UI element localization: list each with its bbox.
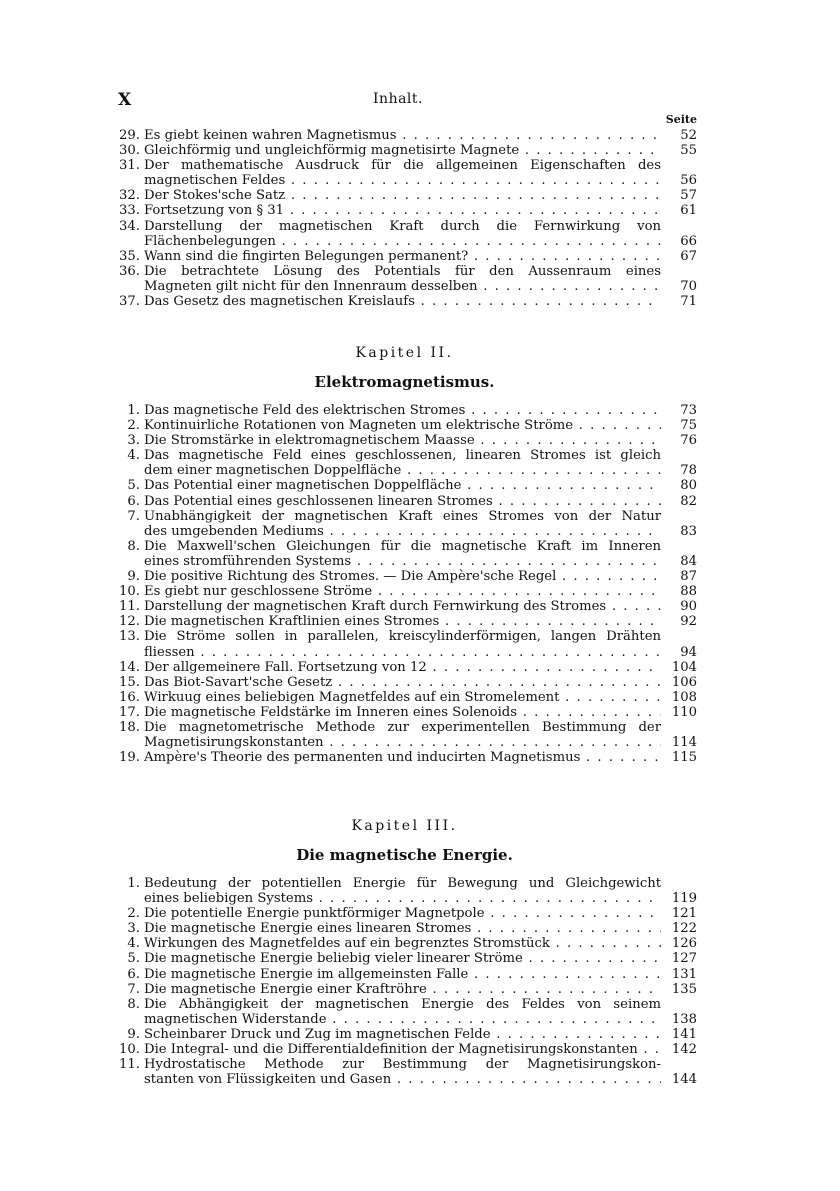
page-header [118, 90, 678, 110]
toc-entry-number: 12. [119, 614, 140, 630]
toc-entry [112, 188, 697, 203]
toc-entry-page: 110 [671, 704, 697, 720]
toc-entry-title: Der allgemeinere Fall. Fortsetzung von 12 . . . [144, 660, 661, 675]
toc-entry-title: Darstellung der magnetischen Kraft durch Fernwirkung des Stromes . . . [144, 599, 661, 614]
toc-entry-title: Unabhängigkeit der magnetischen Kraft eines Stromes von der Natur [144, 508, 661, 524]
toc-entry-number: 29. [119, 128, 140, 143]
toc-entry-number: 9. [127, 569, 140, 585]
toc-entry-page: 61 [680, 203, 697, 219]
toc-entry [112, 660, 697, 675]
toc-entry [112, 906, 697, 921]
toc-entry [112, 951, 697, 966]
toc-entry-number: 2. [127, 418, 140, 434]
toc-entry-line [112, 188, 697, 203]
toc-entry-line [112, 951, 697, 966]
toc-entry-page: 104 [671, 659, 697, 675]
toc-entry-title: Die magnetische Energie eines linearen Stromes . . . [144, 921, 661, 936]
toc-entry-line [112, 509, 697, 524]
toc-entry-line [112, 448, 697, 463]
toc-entry-page: 92 [680, 614, 697, 630]
toc-entry-line [112, 1057, 697, 1072]
toc-entry-title: Wirkungen des Magnetfeldes auf ein begrenztes Stromstück . . . [144, 936, 661, 951]
toc-entry-title: Kontinuirliche Rotationen von Magneten um elektrische Ströme . . . [144, 418, 661, 433]
toc-entry [112, 967, 697, 982]
toc-entry-line [112, 249, 697, 264]
toc-entry-title: Die magnetischen Kraftlinien eines Stromes . . . [144, 614, 661, 629]
toc-entry-line [112, 906, 697, 921]
toc-entry-page: 84 [680, 553, 697, 569]
toc-entry-number: 1. [127, 876, 140, 891]
toc-entry-number: 36. [119, 263, 140, 279]
toc-entry-number: 10. [119, 584, 140, 600]
toc-entry-line [112, 219, 697, 234]
toc-entry-title: Der Stokes'sche Satz . . . [144, 188, 661, 203]
toc-entry-title: Das magnetische Feld des elektrischen Stromes . . . [144, 403, 661, 418]
toc-entry-page: 76 [680, 433, 697, 449]
toc-entry [112, 1057, 697, 1087]
toc-entry-line [112, 1072, 697, 1087]
toc-entry [112, 584, 697, 599]
toc-entry-number: 17. [119, 704, 140, 720]
toc-entry [112, 997, 697, 1027]
toc-entry-number: 9. [127, 1026, 140, 1042]
toc-entry-page: 66 [680, 233, 697, 249]
toc-entry-title: Die magnetische Energie beliebig vieler linearer Ströme . . . [144, 951, 661, 966]
toc-entry-page: 142 [671, 1042, 697, 1058]
toc-entry [112, 921, 697, 936]
toc-entry-page: 138 [671, 1011, 697, 1027]
toc-entry-line [112, 629, 697, 644]
toc-entry-line [112, 1027, 697, 1042]
toc-entry-line [112, 750, 697, 765]
toc-entry-title: Es giebt nur geschlossene Ströme . . . [144, 584, 661, 599]
toc-entry-line [112, 433, 697, 448]
toc-entry-number: 14. [119, 659, 140, 675]
toc-entry-line [112, 569, 697, 584]
toc-entry-line [112, 264, 697, 279]
toc-entry-title: Flächenbelegungen . . . [144, 234, 661, 249]
toc-entry-page: 144 [671, 1072, 697, 1088]
toc-entry [112, 418, 697, 433]
toc-entry-page: 121 [671, 906, 697, 922]
toc-entry-title: Es giebt keinen wahren Magnetismus . . . [144, 128, 661, 143]
toc-entry-title: Die positive Richtung des Stromes. — Die Ampère'sche Regel . . . [144, 569, 661, 584]
toc-entry-number: 10. [119, 1042, 140, 1058]
toc-entry-line [112, 690, 697, 705]
toc-entry [112, 448, 697, 478]
toc-entry-number: 15. [119, 674, 140, 690]
toc-entry-line [112, 158, 697, 173]
toc-entry [112, 1042, 697, 1057]
toc-entry-line [112, 645, 697, 660]
toc-entry-page: 127 [671, 951, 697, 967]
toc-entry-number: 34. [119, 218, 140, 234]
toc-entry-line [112, 660, 697, 675]
toc-entry-number: 5. [127, 951, 140, 967]
toc-entry-line [112, 720, 697, 735]
toc-entry-line [112, 1042, 697, 1057]
toc-entry-title: dem einer magnetischen Doppelfläche . . . [144, 463, 661, 478]
chapter-2-label: Kapitel II. [355, 345, 454, 361]
toc-entry-line [112, 735, 697, 750]
toc-entry-page: 126 [671, 936, 697, 952]
toc-entry-title: Die Stromstärke in elektromagnetischem Maasse . . . [144, 433, 661, 448]
toc-entry-page: 67 [680, 248, 697, 264]
toc-entry-title: Wirkuug eines beliebigen Magnetfeldes auf ein Stromelement . . . [144, 690, 661, 705]
toc-entry [112, 982, 697, 997]
toc-entry-number: 31. [119, 158, 140, 174]
toc-entry-title: Darstellung der magnetischen Kraft durch die Fernwirkung von [144, 218, 661, 234]
toc-entry [112, 249, 697, 264]
toc-entry-number: 33. [119, 203, 140, 219]
toc-entry-number: 16. [119, 689, 140, 705]
toc-entry-page: 106 [671, 674, 697, 690]
toc-entry-number: 32. [119, 188, 140, 204]
toc-entry-page: 119 [671, 891, 697, 907]
toc-entry-page: 70 [680, 278, 697, 294]
toc-entry-number: 3. [127, 921, 140, 937]
toc-entry [112, 720, 697, 750]
toc-entry-page: 80 [680, 478, 697, 494]
toc-entry-page: 75 [680, 418, 697, 434]
toc-entry-title: eines stromführenden Systems . . . [144, 554, 661, 569]
page-number-roman: X [118, 90, 132, 110]
toc-entry-title: magnetischen Widerstande . . . [144, 1012, 661, 1027]
toc-entry [112, 128, 697, 143]
toc-entry [112, 203, 697, 218]
chapter-3-toc [112, 876, 697, 1087]
toc-entry-line [112, 982, 697, 997]
toc-entry [112, 569, 697, 584]
toc-entry-line [112, 418, 697, 433]
toc-entry-page: 56 [680, 173, 697, 189]
toc-entry-page: 55 [680, 143, 697, 159]
chapter-3-title: Die magnetische Energie. [296, 846, 513, 864]
toc-entry-line [112, 705, 697, 720]
toc-entry-title: Die magnetische Feldstärke im Inneren eines Solenoids . . . [144, 705, 661, 720]
toc-entry-number: 8. [127, 996, 140, 1012]
toc-entry [112, 1027, 697, 1042]
toc-entry-line [112, 403, 697, 418]
toc-entry [112, 158, 697, 188]
toc-entry-title: des umgebenden Mediums . . . [144, 524, 661, 539]
toc-entry-page: 73 [680, 403, 697, 418]
toc-entry-number: 37. [119, 294, 140, 310]
toc-entry-line [112, 675, 697, 690]
toc-entry-title: fliessen . . . [144, 645, 661, 660]
toc-entry [112, 614, 697, 629]
toc-entry-line [112, 478, 697, 493]
toc-entry [112, 750, 697, 765]
toc-entry-line [112, 967, 697, 982]
toc-entry-line [112, 143, 697, 158]
toc-entry-page: 88 [680, 584, 697, 600]
toc-entry-title: Die magnetische Energie im allgemeinsten Falle . . . [144, 967, 661, 982]
toc-entry-number: 5. [127, 478, 140, 494]
toc-entry-line [112, 891, 697, 906]
toc-entry-title: Scheinbarer Druck und Zug im magnetischen Felde . . . [144, 1027, 661, 1042]
toc-entry-page: 135 [671, 981, 697, 997]
toc-entry-page: 90 [680, 599, 697, 615]
toc-entry-line [112, 584, 697, 599]
toc-entry-line [112, 876, 697, 891]
toc-entry-page: 78 [680, 463, 697, 479]
toc-entry-line [112, 554, 697, 569]
toc-entry-page: 82 [680, 493, 697, 509]
toc-entry-title: Die magnetometrische Methode zur experimentellen Bestimmung der [144, 719, 661, 735]
toc-entry [112, 264, 697, 294]
toc-entry-title: Bedeutung der potentiellen Energie für Bewegung und Gleichgewicht [144, 876, 661, 891]
toc-entry-page: 57 [680, 188, 697, 204]
toc-entry [112, 294, 697, 309]
toc-entry-title: magnetischen Feldes . . . [144, 173, 661, 188]
toc-entry-title: Wann sind die fingirten Belegungen permanent? . . . [144, 249, 661, 264]
toc-entry-line [112, 294, 697, 309]
toc-entry-title: Die Ströme sollen in parallelen, kreiscylinderförmigen, langen Drähten [144, 629, 661, 645]
toc-entry-title: Das Biot-Savart'sche Gesetz . . . [144, 675, 661, 690]
toc-entry-title: Magneten gilt nicht für den Innenraum desselben . . . [144, 279, 661, 294]
toc-entry-page: 87 [680, 569, 697, 585]
toc-entry [112, 690, 697, 705]
toc-entry-line [112, 936, 697, 951]
toc-entry-page: 141 [671, 1026, 697, 1042]
toc-entry [112, 876, 697, 906]
toc-entry-title: eines beliebigen Systems . . . [144, 891, 661, 906]
toc-entry-line [112, 173, 697, 188]
toc-entry-page: 83 [680, 523, 697, 539]
toc-entry-number: 18. [119, 719, 140, 735]
toc-entry-page: 114 [671, 735, 697, 751]
seite-column-label: Seite [665, 113, 697, 126]
toc-entry-line [112, 599, 697, 614]
toc-entry-line [112, 524, 697, 539]
toc-entry-number: 11. [119, 599, 140, 615]
toc-entry [112, 599, 697, 614]
toc-entry-line [112, 539, 697, 554]
toc-entry-number: 2. [127, 906, 140, 922]
toc-entry-page: 94 [680, 644, 697, 660]
toc-entry-number: 8. [127, 538, 140, 554]
toc-entry-page: 71 [680, 294, 697, 310]
toc-entry-number: 7. [127, 508, 140, 524]
toc-entry-line [112, 128, 697, 143]
toc-entry-page: 115 [671, 750, 697, 766]
toc-entry-title: Die potentielle Energie punktförmiger Magnetpole . . . [144, 906, 661, 921]
toc-entry [112, 509, 697, 539]
toc-entry-page: 131 [671, 966, 697, 982]
toc-entry-number: 4. [127, 448, 140, 464]
toc-entry-number: 7. [127, 981, 140, 997]
toc-entry-line [112, 234, 697, 249]
toc-entry-title: Die Integral- und die Differentialdefinition der Magnetisirungskonstanten . . . [144, 1042, 661, 1057]
toc-entry-line [112, 614, 697, 629]
toc-entry [112, 675, 697, 690]
toc-entry [112, 403, 697, 418]
toc-entry-number: 13. [119, 629, 140, 645]
chapter-2-toc [112, 403, 697, 765]
toc-entry-line [112, 1012, 697, 1027]
toc-section-continued [112, 128, 697, 309]
toc-entry-title: Die Maxwell'schen Gleichungen für die magnetische Kraft im Inneren [144, 538, 661, 554]
toc-entry [112, 705, 697, 720]
toc-entry-title: Die magnetische Energie einer Kraftröhre . . . [144, 982, 661, 997]
toc-entry-number: 3. [127, 433, 140, 449]
toc-entry [112, 143, 697, 158]
toc-entry-number: 11. [119, 1057, 140, 1073]
running-title: Inhalt. [373, 91, 423, 107]
toc-entry-title: Gleichförmig und ungleichförmig magnetisirte Magnete . . . [144, 143, 661, 158]
toc-entry-title: Hydrostatische Methode zur Bestimmung der Magnetisirungskon- [144, 1057, 661, 1073]
toc-entry-number: 6. [127, 966, 140, 982]
toc-entry [112, 219, 697, 249]
toc-entry-page: 122 [671, 921, 697, 937]
chapter-2-title: Elektromagnetismus. [314, 373, 495, 391]
toc-entry-number: 19. [119, 750, 140, 766]
toc-entry-title: Fortsetzung von § 31 . . . [144, 203, 661, 218]
toc-entry-page: 52 [680, 128, 697, 143]
toc-entry-title: Die betrachtete Lösung des Potentials für den Aussenraum eines [144, 263, 661, 279]
toc-entry [112, 539, 697, 569]
toc-entry [112, 494, 697, 509]
toc-entry-title: Die Abhängigkeit der magnetischen Energie des Feldes von seinem [144, 996, 661, 1012]
toc-entry-number: 1. [127, 403, 140, 418]
toc-entry [112, 433, 697, 448]
toc-entry [112, 936, 697, 951]
toc-entry-title: stanten von Flüssigkeiten und Gasen . . . [144, 1072, 661, 1087]
toc-entry-number: 6. [127, 493, 140, 509]
toc-entry-line [112, 494, 697, 509]
toc-entry-line [112, 463, 697, 478]
toc-entry-number: 4. [127, 936, 140, 952]
toc-entry [112, 478, 697, 493]
toc-entry-number: 30. [119, 143, 140, 159]
chapter-3-label: Kapitel III. [351, 818, 458, 834]
toc-entry-line [112, 279, 697, 294]
toc-entry-title: Ampère's Theorie des permanenten und inducirten Magnetismus . . . [144, 750, 661, 765]
toc-entry-title: Das Potential eines geschlossenen linearen Stromes . . . [144, 494, 661, 509]
toc-entry-title: Der mathematische Ausdruck für die allgemeinen Eigenschaften des [144, 158, 661, 174]
toc-entry-title: Das magnetische Feld eines geschlossenen, linearen Stromes ist gleich [144, 448, 661, 464]
toc-entry-line [112, 203, 697, 218]
toc-entry-line [112, 921, 697, 936]
toc-entry-page: 108 [671, 689, 697, 705]
toc-entry-title: Magnetisirungskonstanten . . . [144, 735, 661, 750]
toc-entry-title: Das Gesetz des magnetischen Kreislaufs . . . [144, 294, 661, 309]
toc-entry-number: 35. [119, 248, 140, 264]
toc-entry-title: Das Potential einer magnetischen Doppelfläche . . . [144, 478, 661, 493]
toc-entry-line [112, 997, 697, 1012]
toc-entry [112, 629, 697, 659]
